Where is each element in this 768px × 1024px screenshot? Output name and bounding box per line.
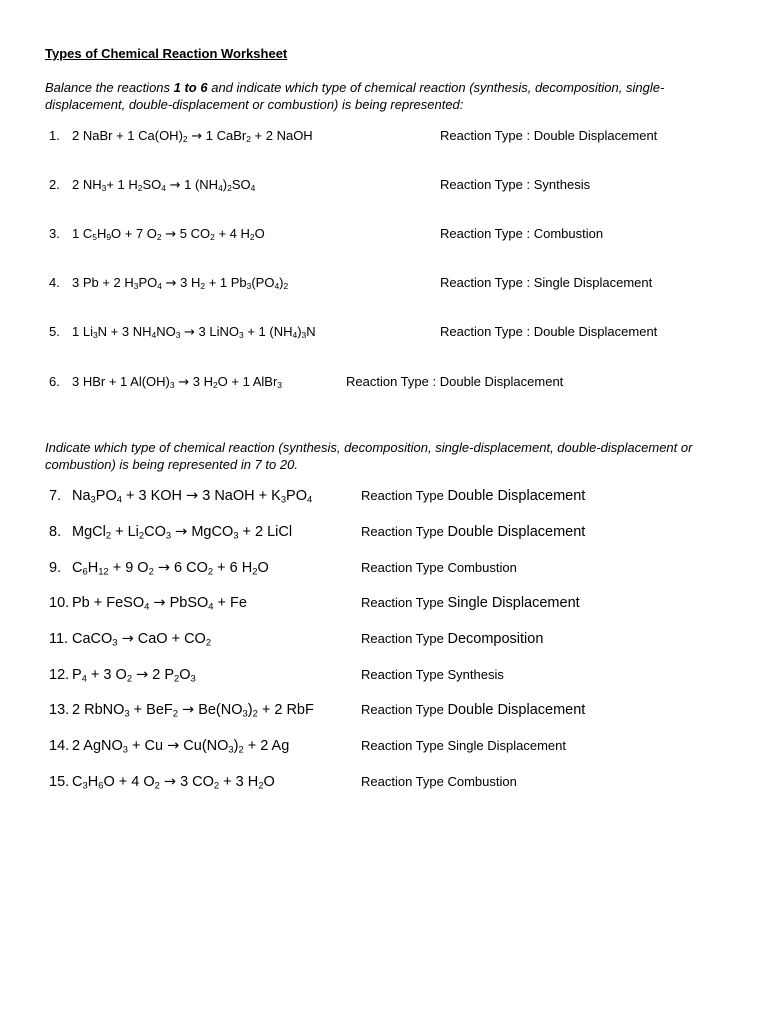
reaction-number: 11. xyxy=(49,631,69,647)
reaction-row xyxy=(0,560,768,582)
reaction-type-label: Reaction Type : xyxy=(440,128,534,143)
reaction-row xyxy=(0,774,768,796)
reaction-equation: $C_3H_6O + 4$ $O_2 \to 3$ $CO_2 + 3$ $H_2O$ xyxy=(72,774,275,791)
reaction-type xyxy=(440,177,590,192)
reaction-type xyxy=(361,560,517,575)
reaction-number: 5. xyxy=(49,324,60,339)
yields-arrow-icon: → xyxy=(186,488,199,504)
reaction-type xyxy=(361,738,566,753)
reaction-type xyxy=(361,774,517,789)
reaction-type xyxy=(440,324,657,339)
yields-arrow-icon: → xyxy=(191,129,203,144)
reaction-type xyxy=(440,226,603,241)
worksheet-title: Types of Chemical Reaction Worksheet xyxy=(45,46,288,61)
yields-arrow-icon: → xyxy=(182,702,195,718)
reaction-row xyxy=(0,595,768,617)
reaction-row xyxy=(0,524,768,546)
reaction-type-answer: Double Displacement xyxy=(533,324,658,339)
reaction-equation: $C_6H_{12} + 9$ $O_2 \to 6$ $CO_2 + 6$ $H_2O$ xyxy=(72,560,269,577)
reaction-type-answer: Single Displacement xyxy=(533,275,653,290)
reaction-type-label: Reaction Type xyxy=(361,702,448,717)
reaction-equation: $Na_3PO_4 + 3$ KOH → 3 NaOH + $K_3PO_4$ xyxy=(72,488,313,505)
reaction-row xyxy=(0,324,768,346)
reaction-type-answer: Double Displacement xyxy=(533,128,658,143)
reaction-row xyxy=(0,488,768,510)
reaction-type xyxy=(361,702,585,718)
reaction-row xyxy=(0,128,768,150)
reaction-type-label: Reaction Type xyxy=(361,524,448,539)
reaction-number: 8. xyxy=(49,524,62,540)
yields-arrow-icon: → xyxy=(165,227,177,242)
yields-arrow-icon: → xyxy=(167,738,180,754)
yields-arrow-icon: → xyxy=(169,178,181,193)
reaction-type-label: Reaction Type xyxy=(361,631,448,646)
instructions-part1-after: and indicate which type of chemical reaction (synthesis, decomposition, single-displacement, double-displacement or combustion) is being represented: xyxy=(45,80,665,112)
reaction-type-label: Reaction Type xyxy=(361,595,448,610)
instructions-part1-range: 1 to 6 xyxy=(173,80,208,95)
reaction-row xyxy=(0,177,768,199)
reaction-row xyxy=(0,667,768,689)
reaction-equation: 2 NaBr + 1 $Ca(OH)_2 \to 1$ CaBr$_2$ + 2 NaOH xyxy=(72,128,313,145)
yields-arrow-icon: → xyxy=(153,595,166,611)
reaction-type-label: Reaction Type : xyxy=(440,324,534,339)
reaction-row xyxy=(0,702,768,724)
reaction-type-answer: Decomposition xyxy=(447,631,544,647)
reaction-type xyxy=(361,667,504,682)
reaction-type xyxy=(361,631,543,647)
reaction-type-answer: Combustion xyxy=(447,774,517,789)
reaction-equation: 2 RbNO$_3$ + $BeF_2 \to Be(NO_3)_2 + 2$ RbF xyxy=(72,702,314,719)
instructions-part1 xyxy=(45,79,735,113)
reaction-type-answer: Synthesis xyxy=(533,177,591,192)
reaction-equation: 1 $Li_3N + 3$ $NH_4NO_3 \to 3$ LiNO$_3$ + 1 $(NH_4)_3N$ xyxy=(72,324,316,341)
reaction-type-label: Reaction Type xyxy=(361,667,448,682)
reaction-type-label: Reaction Type : xyxy=(346,374,440,389)
yields-arrow-icon: → xyxy=(163,774,177,790)
reaction-number: 9. xyxy=(49,560,62,576)
reaction-row xyxy=(0,631,768,653)
reaction-type-answer: Single Displacement xyxy=(447,738,566,753)
reaction-number: 10. xyxy=(49,595,70,611)
yields-arrow-icon: → xyxy=(184,325,195,340)
reaction-type-answer: Double Displacement xyxy=(447,488,586,504)
reaction-equation: Pb + FeSO$_4$ → PbSO$_4$ + Fe xyxy=(72,595,247,612)
reaction-number: 15. xyxy=(49,774,70,790)
reaction-row xyxy=(0,374,768,396)
reaction-number: 6. xyxy=(49,374,60,389)
reaction-type xyxy=(361,595,580,611)
instructions-part2: Indicate which type of chemical reaction (synthesis, decomposition, single-displacement, double-displacement or combustion) is being represented in 7 to 20. xyxy=(45,440,693,472)
reaction-type-answer: Synthesis xyxy=(447,667,504,682)
reaction-number: 12. xyxy=(49,667,70,683)
reaction-number: 4. xyxy=(49,275,60,290)
reaction-type-answer: Single Displacement xyxy=(447,595,580,611)
reaction-equation: 3 Pb + 2 $H_3PO_4 \to 3$ $H_2 + 1$ $Pb_3(PO_4)_2$ xyxy=(72,275,289,292)
reaction-number: 2. xyxy=(49,177,60,192)
reaction-equation: CaCO$_3$ → CaO + $CO_2$ xyxy=(72,631,212,648)
reaction-number: 7. xyxy=(49,488,62,504)
instructions-part1-before: Balance the reactions xyxy=(45,80,174,95)
yields-arrow-icon: → xyxy=(136,667,149,683)
reaction-number: 13. xyxy=(49,702,70,718)
reaction-number: 14. xyxy=(49,738,70,754)
reaction-type-label: Reaction Type xyxy=(361,488,448,503)
reaction-equation: 2 $NH_3+ 1$ $H_2SO_4 \to 1$ $(NH_4)_2SO_4$ xyxy=(72,177,256,194)
reaction-row xyxy=(0,275,768,297)
yields-arrow-icon: → xyxy=(121,631,134,647)
reaction-type-label: Reaction Type xyxy=(361,560,448,575)
yields-arrow-icon: → xyxy=(175,524,188,540)
yields-arrow-icon: → xyxy=(165,276,177,291)
reaction-type-label: Reaction Type : xyxy=(440,177,534,192)
reaction-number: 1. xyxy=(49,128,60,143)
reaction-type xyxy=(440,275,652,290)
reaction-type-answer: Combustion xyxy=(533,226,604,241)
reaction-type xyxy=(361,524,585,540)
reaction-type xyxy=(361,488,585,504)
reaction-type-answer: Double Displacement xyxy=(447,702,586,718)
yields-arrow-icon: → xyxy=(178,375,190,390)
reaction-type xyxy=(346,374,563,389)
reaction-equation: MgCl$_2$ + $Li_2CO_3$ → MgCO$_3$ + 2 LiCl xyxy=(72,524,293,541)
reaction-equation: 2 AgNO$_3$ + $Cu \to Cu(NO_3)_2 + 2$ Ag xyxy=(72,738,290,755)
reaction-equation: $P_4 + 3$ $O_2 \to 2$ $P_2O_3$ xyxy=(72,667,196,684)
reaction-number: 3. xyxy=(49,226,60,241)
reaction-type-answer: Double Displacement xyxy=(447,524,586,540)
reaction-row xyxy=(0,226,768,248)
reaction-type-label: Reaction Type : xyxy=(440,226,534,241)
reaction-type-label: Reaction Type : xyxy=(440,275,534,290)
reaction-type-label: Reaction Type xyxy=(361,738,448,753)
reaction-type xyxy=(440,128,657,143)
reaction-row xyxy=(0,738,768,760)
reaction-equation: 1 $C_5H_9O + 7$ $O_2 \to 5$ $CO_2 + 4$ $H_2O$ xyxy=(72,226,265,243)
reaction-type-answer: Combustion xyxy=(447,560,517,575)
yields-arrow-icon: → xyxy=(157,560,170,576)
reaction-type-label: Reaction Type xyxy=(361,774,448,789)
reaction-type-answer: Double Displacement xyxy=(439,374,564,389)
reaction-equation: 3 HBr + 1 $Al(OH)_3 \to 3$ $H_2O + 1$ AlBr$_3$ xyxy=(72,374,282,391)
